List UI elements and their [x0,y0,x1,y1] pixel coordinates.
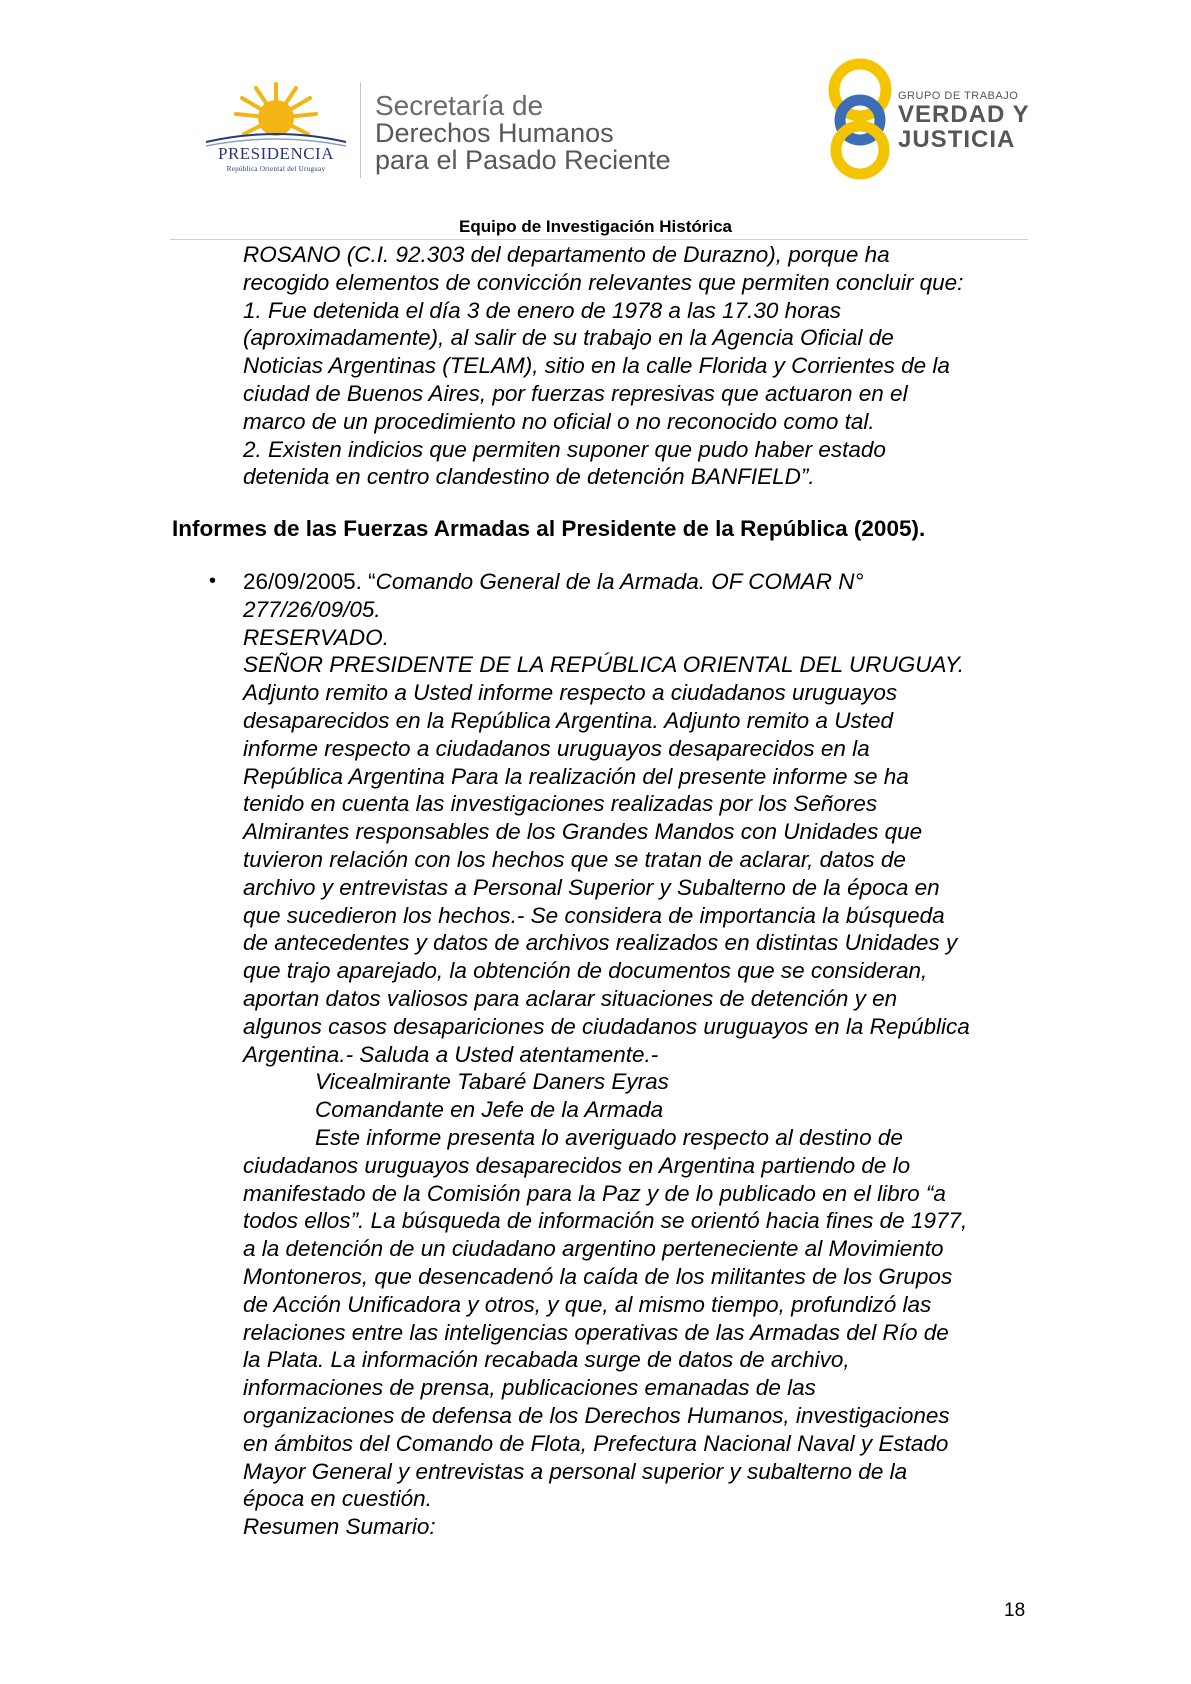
text-line: (aproximadamente), al salir de su trabajo en la Agencia Oficial de [243,325,894,351]
team-title: Equipo de Investigación Histórica [459,217,732,236]
text-line: 1. Fue detenida el día 3 de enero de 1978 a las 17.30 horas [243,297,841,323]
text-line: relaciones entre las inteligencias operativas de las Armadas del Río de [243,1319,949,1345]
text-line: que trajo aparejado, la obtención de documentos que se consideran, [243,958,928,984]
page-header [0,0,1191,240]
bullet-first-text: Comando General de la Armada. OF COMAR N° [375,569,864,594]
gt-line2: VERDAD Y [898,101,1030,128]
text-line: de Acción Unificadora y otros, y que, al mismo tiempo, profundizó las [243,1291,932,1317]
secretaria-line3: para el Pasado Reciente [375,145,671,175]
text-line: algunos casos desapariciones de ciudadanos uruguayos en la República [243,1013,970,1039]
text-line: de antecedentes y datos de archivos realizados en distintas Unidades y [243,930,958,956]
text-line: RESERVADO. [243,624,389,650]
text-line: manifestado de la Comisión para la Paz y de lo publicado en el libro “a [243,1180,946,1206]
paragraph-1 [243,241,1026,491]
text-line: Montoneros, que desencadenó la caída de los militantes de los Grupos [243,1263,953,1289]
sun-icon [196,78,356,148]
text-line: detenida en centro clandestino de detención BANFIELD”. [243,464,815,490]
text-line: República Argentina Para la realización del presente informe se ha [243,763,909,789]
text-line: informaciones de prensa, publicaciones emanadas de las [243,1375,816,1401]
text-line: Este informe presenta lo averiguado respecto al destino de [315,1124,903,1150]
text-line: marco de un procedimiento no oficial o no reconocido como tal. [243,408,875,434]
text-line: todos ellos”. La búsqueda de información se orientó hacia fines de 1977, [243,1208,968,1234]
text-line: Almirantes responsables de los Grandes Mandos con Unidades que [243,819,923,845]
text-line: que sucedieron los hechos.- Se considera de importancia la búsqueda [243,902,945,928]
presidencia-logo [196,78,356,178]
text-line: tuvieron relación con los hechos que se tratan de aclarar, datos de [243,846,906,872]
rings-icon [820,58,900,180]
text-line: Adjunto remito a Usted informe respecto a ciudadanos uruguayos [243,680,898,706]
header-divider [360,82,361,178]
text-line: recogido elementos de convicción relevantes que permiten concluir que: [243,269,964,295]
secretaria-logotype [375,92,671,174]
text-line: 277/26/09/05. [243,596,381,622]
text-line: organizaciones de defensa de los Derechos Humanos, investigaciones [243,1402,950,1428]
text-line: tenido en cuenta las investigaciones realizadas por los Señores [243,791,878,817]
text-line: SEÑOR PRESIDENTE DE LA REPÚBLICA ORIENTAL DEL URUGUAY. [243,652,965,678]
bullet-marker: • [209,570,217,592]
text-line: 2. Existen indicios que permiten suponer que pudo haber estado [243,436,886,462]
text-line: en ámbitos del Comando de Flota, Prefectura Nacional Naval y Estado [243,1430,949,1456]
secretaria-line1: Secretaría de [375,90,544,121]
verdad-justicia-logotype [898,90,1030,152]
gt-line3: JUSTICIA [898,126,1016,153]
page-number: 18 [1004,1600,1026,1621]
text-line: Argentina.- Saluda a Usted atentamente.- [243,1041,659,1067]
text-line: archivo y entrevistas a Personal Superior y Subalterno de la época en [243,874,940,900]
signature-title: Comandante en Jefe de la Armada [315,1097,664,1123]
gt-line1: GRUPO DE TRABAJO [898,90,1019,102]
bullet-content [243,568,1026,1541]
text-line: informe respecto a ciudadanos uruguayos desaparecidos en la [243,735,870,761]
bullet-first-line [243,568,1026,596]
signature-name: Vicealmirante Tabaré Daners Eyras [315,1069,669,1095]
presidencia-name: PRESIDENCIA [217,144,334,163]
presidencia-subtitle: República Oriental del Uruguay [226,165,326,173]
section-heading: Informes de las Fuerzas Armadas al Presidente de la República (2005). [172,516,926,541]
text-line: Noticias Argentinas (TELAM), sitio en la calle Florida y Corrientes de la [243,353,950,379]
secretaria-line2: Derechos Humanos [375,118,614,148]
text-line: la Plata. La información recabada surge de datos de archivo, [243,1347,850,1373]
text-line: Mayor General y entrevistas a personal superior y subalterno de la [243,1458,908,1484]
text-line: ciudadanos uruguayos desaparecidos en Argentina partiendo de lo [243,1152,911,1178]
closing-line: Resumen Sumario: [243,1514,436,1540]
text-line: ROSANO (C.I. 92.303 del departamento de Durazno), porque ha [243,242,890,267]
text-line: a la detención de un ciudadano argentino perteneciente al Movimiento [243,1236,944,1262]
bullet-date: 26/09/2005. “ [243,569,376,594]
text-line: aportan datos valiosos para aclarar situaciones de detención y en [243,985,898,1011]
header-rule [170,239,1028,240]
text-line: desaparecidos en la República Argentina. Adjunto remito a Usted [243,707,893,733]
text-line: ciudad de Buenos Aires, por fuerzas represivas que actuaron en el [243,380,908,406]
text-line: época en cuestión. [243,1486,432,1512]
